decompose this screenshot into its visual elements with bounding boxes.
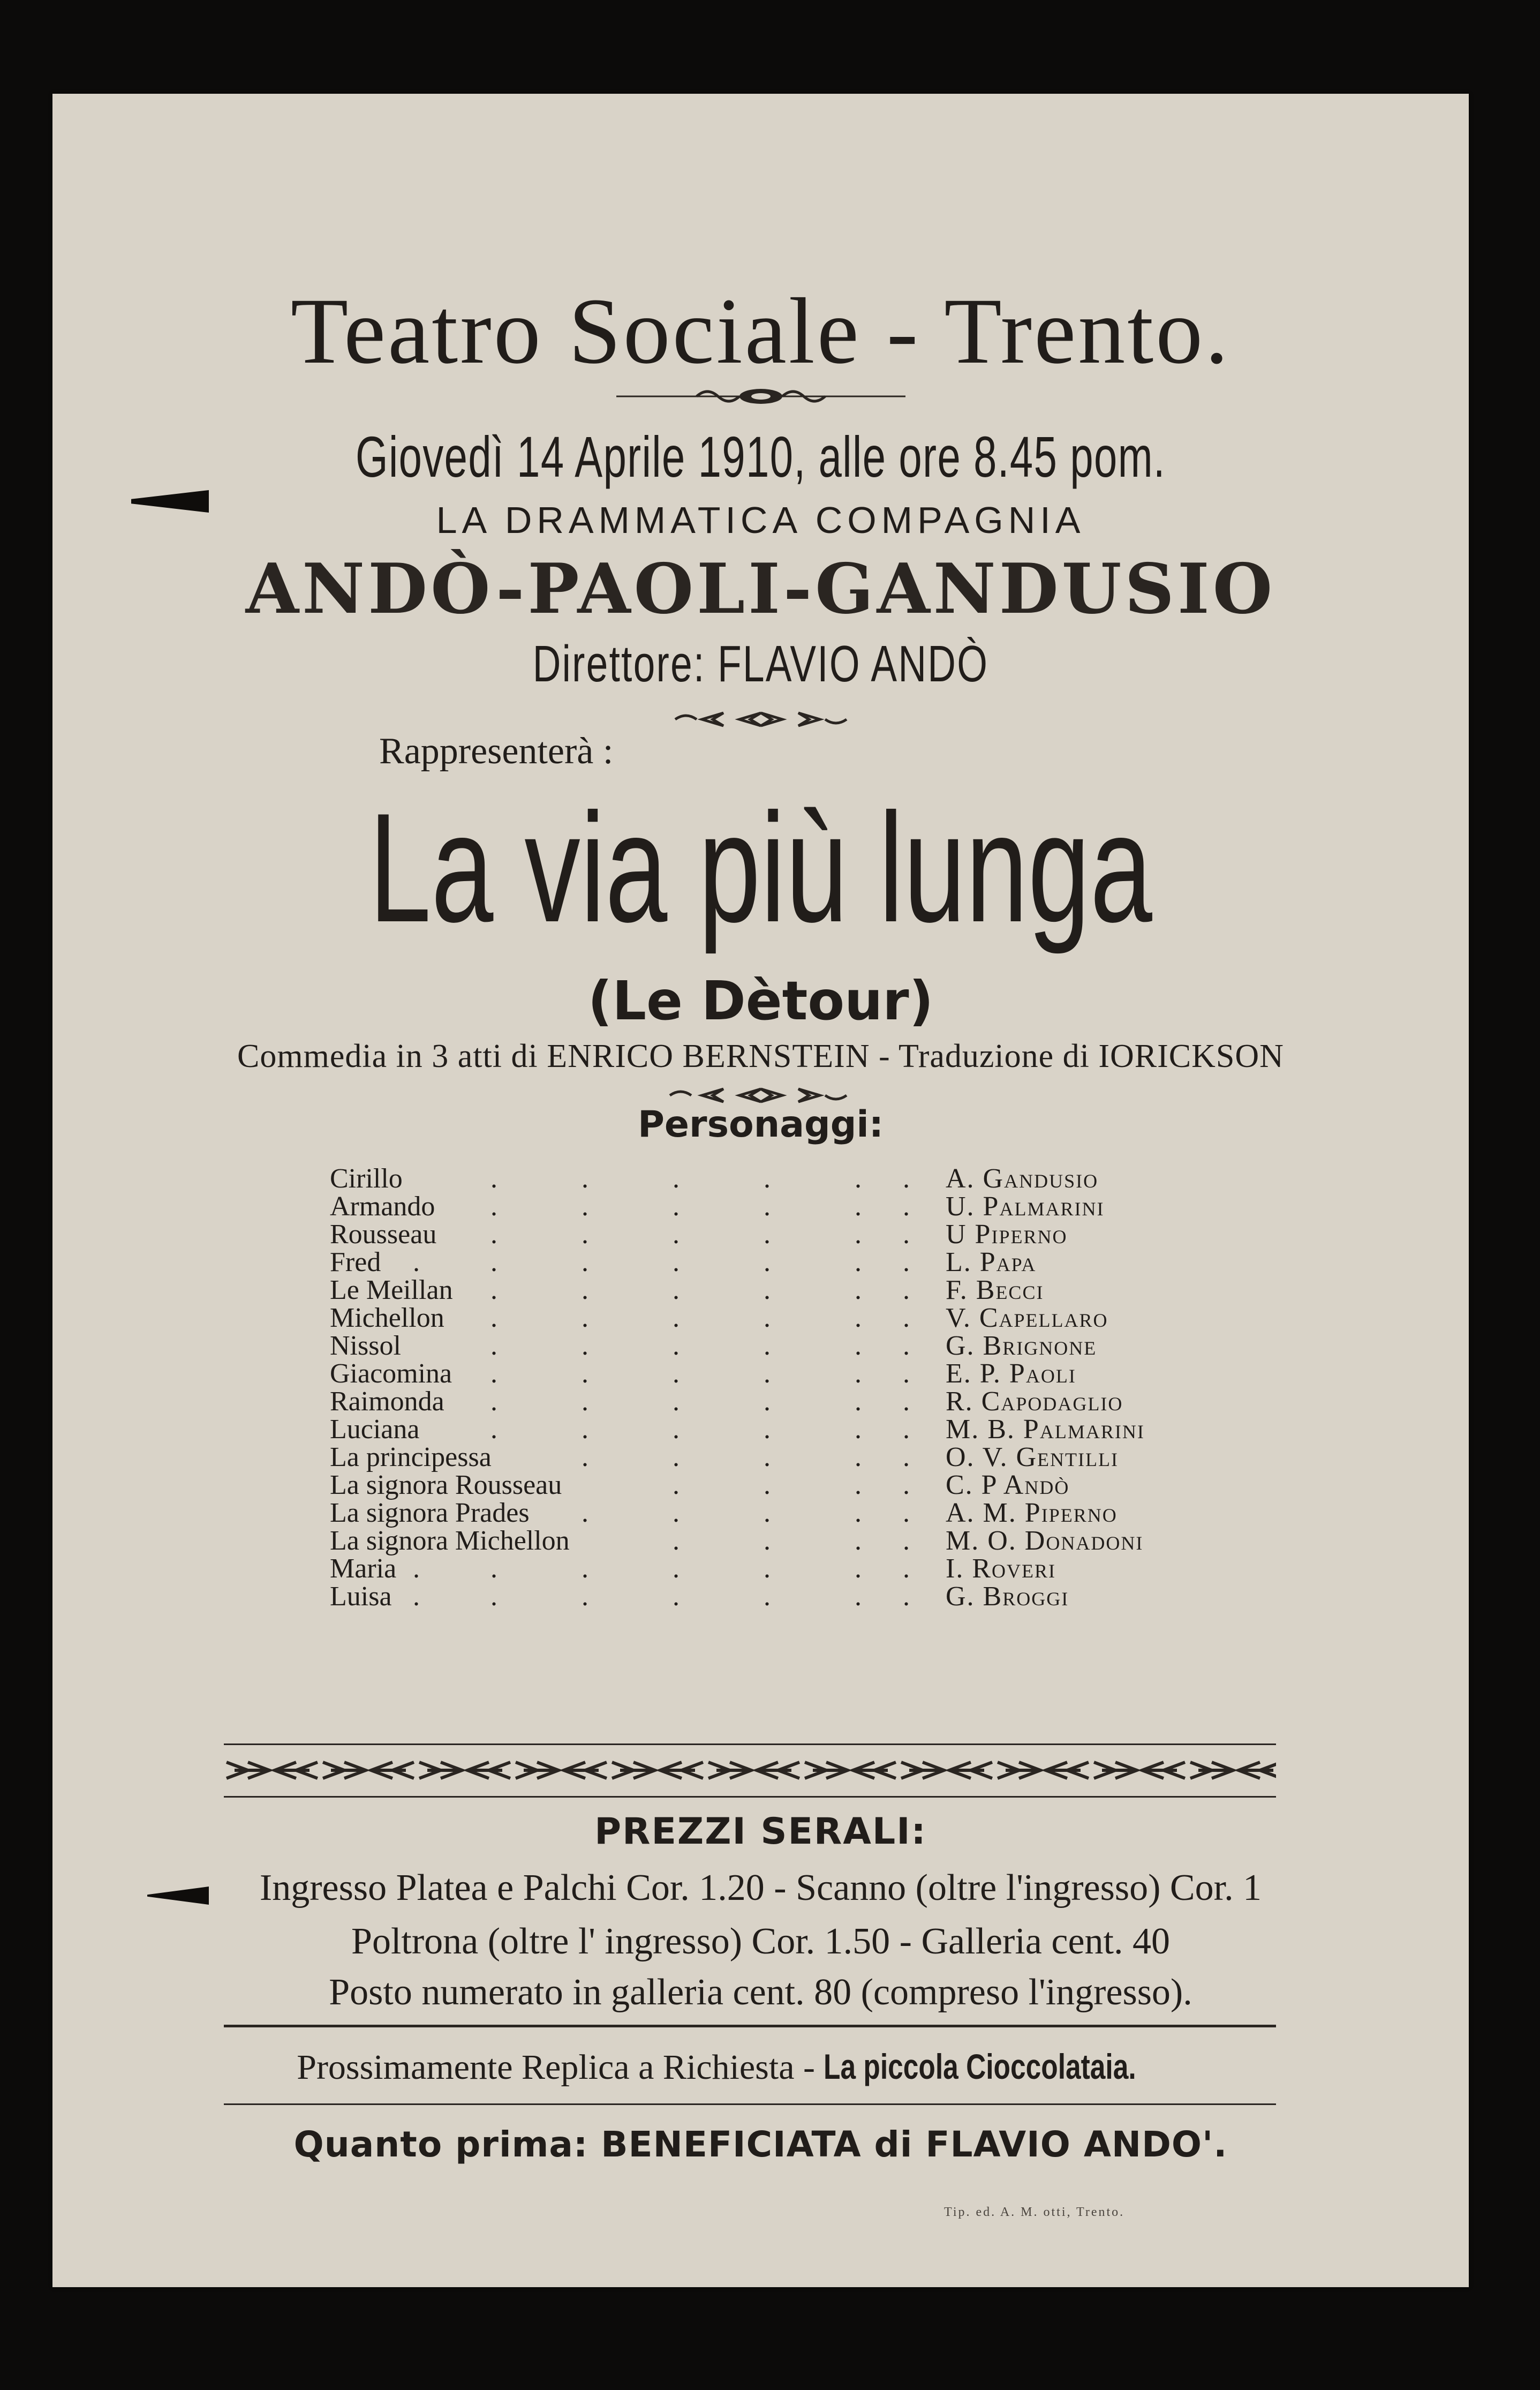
leader-dot: . <box>764 1358 771 1389</box>
leader-dot: . <box>764 1525 771 1556</box>
ornamental-border <box>224 1752 1276 1789</box>
arrow-ornament <box>660 1762 703 1778</box>
arrow-ornament <box>467 1762 510 1778</box>
leader-dot: . <box>764 1303 771 1333</box>
arrow-ornament <box>949 1762 992 1778</box>
character-name: Michellon <box>330 1303 444 1333</box>
leader-dot: . <box>490 1191 497 1222</box>
cast-row <box>330 1527 1262 1555</box>
leader-dot: . <box>673 1191 680 1222</box>
leader-dot: . <box>490 1331 497 1361</box>
actor-name: O. V. Gentilli <box>946 1442 1119 1472</box>
cast-heading: Personaggi: <box>638 1103 884 1146</box>
leader-dot: . <box>673 1303 680 1333</box>
leader-dot: . <box>582 1414 588 1445</box>
leader-dot: . <box>903 1219 910 1250</box>
actor-name: A. M. Piperno <box>946 1498 1118 1528</box>
leader-dot: . <box>764 1442 771 1472</box>
represents-label: Rappresenterà : <box>379 731 614 772</box>
leader-dot: . <box>855 1581 862 1612</box>
cast-row <box>330 1193 1262 1221</box>
next-show-line <box>52 2046 1469 2088</box>
character-name: Nissol <box>330 1331 401 1361</box>
arrow-ornament <box>1142 1762 1185 1778</box>
leader-dot: . <box>903 1247 910 1277</box>
actor-name: M. O. Donadoni <box>946 1525 1144 1556</box>
cast-row <box>330 1276 1262 1304</box>
leader-dot: . <box>413 1247 420 1277</box>
leader-dot: . <box>764 1331 771 1361</box>
actor-name: A. Gandusio <box>946 1163 1099 1194</box>
leader-dot: . <box>673 1553 680 1584</box>
price-line: Poltrona (oltre l' ingresso) Cor. 1.50 - Galleria cent. 40 <box>351 1921 1170 1962</box>
character-name: Raimonda <box>330 1386 444 1417</box>
leader-dot: . <box>855 1247 862 1277</box>
cast-row <box>330 1416 1262 1444</box>
actor-name: U. Palmarini <box>946 1191 1105 1222</box>
leader-dot: . <box>855 1498 862 1528</box>
play-title: La via più lunga <box>369 781 1152 955</box>
arrow-ornament <box>853 1762 896 1778</box>
leader-dot: . <box>673 1581 680 1612</box>
leader-dot: . <box>855 1163 862 1194</box>
cast-row <box>330 1388 1262 1416</box>
cast-row <box>330 1332 1262 1360</box>
cast-row <box>330 1249 1262 1276</box>
leader-dot: . <box>903 1163 910 1194</box>
company-label: LA DRAMMATICA COMPAGNIA <box>436 499 1085 541</box>
actor-name: L. Papa <box>946 1247 1037 1277</box>
leader-dot: . <box>582 1386 588 1417</box>
leader-dot: . <box>490 1303 497 1333</box>
leader-dot: . <box>764 1414 771 1445</box>
leader-dot: . <box>673 1442 680 1472</box>
arrow-ornament <box>901 1762 944 1778</box>
leader-dot: . <box>855 1219 862 1250</box>
leader-dot: . <box>855 1303 862 1333</box>
character-name: Giacomina <box>330 1358 452 1389</box>
actor-name: G. Brignone <box>946 1331 1097 1361</box>
leader-dot: . <box>764 1191 771 1222</box>
character-name: La principessa <box>330 1442 492 1472</box>
leader-dot: . <box>764 1498 771 1528</box>
leader-dot: . <box>673 1275 680 1305</box>
arrow-ornament <box>371 1762 414 1778</box>
next-show-prefix: Prossimamente Replica a Richiesta - <box>297 2048 824 2087</box>
leader-dot: . <box>903 1275 910 1305</box>
theatre-title: Teatro Sociale - Trento. <box>290 279 1231 384</box>
director-line: Direttore: FLAVIO ANDÒ <box>532 635 989 693</box>
arrow-ornament <box>805 1762 848 1778</box>
leader-dot: . <box>490 1219 497 1250</box>
cast-row <box>330 1221 1262 1249</box>
play-credits: Commedia in 3 atti di ENRICO BERNSTEIN - Traduzione di IORICKSON <box>237 1038 1284 1074</box>
leader-dot: . <box>490 1386 497 1417</box>
leader-dot: . <box>582 1303 588 1333</box>
next-show-title: La piccola Cioccolataia. <box>824 2047 1137 2086</box>
leader-dot: . <box>673 1386 680 1417</box>
leader-dot: . <box>855 1470 862 1500</box>
divider-rule <box>224 2025 1276 2027</box>
leader-dot: . <box>413 1553 420 1584</box>
leader-dot: . <box>903 1331 910 1361</box>
leader-dot: . <box>673 1498 680 1528</box>
upcoming-benefit: Quanto prima: BENEFICIATA di FLAVIO ANDO'. <box>293 2124 1228 2165</box>
leader-dot: . <box>855 1553 862 1584</box>
price-line: Posto numerato in galleria cent. 80 (compreso l'ingresso). <box>329 1972 1192 2013</box>
leader-dot: . <box>903 1303 910 1333</box>
leader-dot: . <box>855 1191 862 1222</box>
leader-dot: . <box>764 1553 771 1584</box>
leader-dot: . <box>673 1247 680 1277</box>
leader-dot: . <box>490 1358 497 1389</box>
leader-dot: . <box>903 1498 910 1528</box>
leader-dot: . <box>673 1358 680 1389</box>
leader-dot: . <box>490 1553 497 1584</box>
leader-dot: . <box>582 1163 588 1194</box>
leader-dot: . <box>673 1331 680 1361</box>
leader-dot: . <box>764 1219 771 1250</box>
leader-dot: . <box>582 1275 588 1305</box>
leader-dot: . <box>673 1470 680 1500</box>
character-name: Cirillo <box>330 1163 403 1194</box>
leader-dot: . <box>490 1247 497 1277</box>
leader-dot: . <box>582 1219 588 1250</box>
arrow-ornament <box>516 1762 558 1778</box>
arrow-ornament <box>323 1762 366 1778</box>
leader-dot: . <box>903 1191 910 1222</box>
leader-dot: . <box>764 1581 771 1612</box>
leader-dot: . <box>673 1414 680 1445</box>
cast-row <box>330 1165 1262 1193</box>
arrow-ornament <box>708 1762 751 1778</box>
leader-dot: . <box>764 1163 771 1194</box>
leader-dot: . <box>903 1553 910 1584</box>
leader-dot: . <box>855 1275 862 1305</box>
cast-row <box>330 1471 1262 1499</box>
arrow-ornament <box>757 1762 799 1778</box>
cast-row <box>330 1499 1262 1527</box>
character-name: Luciana <box>330 1414 420 1445</box>
leader-dot: . <box>855 1331 862 1361</box>
leader-dot: . <box>582 1498 588 1528</box>
leader-dot: . <box>903 1525 910 1556</box>
date-line: Giovedì 14 Aprile 1910, alle ore 8.45 pom. <box>356 424 1166 489</box>
divider-rule <box>224 1796 1276 1798</box>
leader-dot: . <box>855 1386 862 1417</box>
character-name: La signora Rousseau <box>330 1470 562 1500</box>
ornament-divider <box>52 709 1469 733</box>
divider-rule <box>224 1743 1276 1745</box>
actor-name: I. Roveri <box>946 1553 1056 1584</box>
cast-row <box>330 1304 1262 1332</box>
arrow-ornament <box>227 1762 269 1778</box>
character-name: Fred <box>330 1247 381 1277</box>
leader-dot: . <box>903 1386 910 1417</box>
leader-dot: . <box>490 1581 497 1612</box>
cast-row <box>330 1583 1262 1611</box>
arrow-ornament <box>1190 1762 1233 1778</box>
arrow-ornament <box>612 1762 655 1778</box>
printer-imprint: Tip. ed. A. M. otti, Trento. <box>944 2205 1125 2219</box>
arrow-ornament <box>275 1762 318 1778</box>
actor-name: R. Capodaglio <box>946 1386 1123 1417</box>
leader-dot: . <box>764 1247 771 1277</box>
price-line: Ingresso Platea e Palchi Cor. 1.20 - Scanno (oltre l'ingresso) Cor. 1 <box>259 1867 1262 1908</box>
playbill-sheet <box>52 94 1469 2287</box>
leader-dot: . <box>855 1358 862 1389</box>
leader-dot: . <box>582 1331 588 1361</box>
arrow-ornament <box>1046 1762 1089 1778</box>
leader-dot: . <box>855 1525 862 1556</box>
actor-name: M. B. Palmarini <box>946 1414 1145 1445</box>
actor-name: E. P. Paoli <box>946 1358 1076 1389</box>
character-name: Rousseau <box>330 1219 437 1250</box>
arrow-ornament <box>1239 1762 1276 1778</box>
leader-dot: . <box>582 1358 588 1389</box>
leader-dot: . <box>764 1275 771 1305</box>
cast-row <box>330 1360 1262 1388</box>
character-name: Maria <box>330 1553 397 1584</box>
leader-dot: . <box>764 1386 771 1417</box>
leader-dot: . <box>903 1470 910 1500</box>
actor-name: F. Becci <box>946 1275 1044 1305</box>
leader-dot: . <box>582 1247 588 1277</box>
character-name: La signora Prades <box>330 1498 530 1528</box>
leader-dot: . <box>673 1163 680 1194</box>
leader-dot: . <box>582 1442 588 1472</box>
character-name: Luisa <box>330 1581 392 1612</box>
cast-list <box>330 1165 1262 1611</box>
actor-name: G. Broggi <box>946 1581 1069 1612</box>
leader-dot: . <box>855 1442 862 1472</box>
arrow-ornament <box>564 1762 607 1778</box>
actor-name: V. Capellaro <box>946 1303 1108 1333</box>
actor-name: C. P Andò <box>946 1470 1070 1500</box>
leader-dot: . <box>903 1581 910 1612</box>
divider-rule <box>224 2103 1276 2105</box>
leader-dot: . <box>490 1414 497 1445</box>
cast-row <box>330 1444 1262 1471</box>
leader-dot: . <box>582 1191 588 1222</box>
prices-heading: PREZZI SERALI: <box>594 1810 927 1853</box>
leader-dot: . <box>490 1275 497 1305</box>
leader-dot: . <box>413 1581 420 1612</box>
leader-dot: . <box>855 1414 862 1445</box>
leader-dot: . <box>903 1358 910 1389</box>
actor-name: U Piperno <box>946 1219 1068 1250</box>
leader-dot: . <box>903 1414 910 1445</box>
leader-dot: . <box>673 1525 680 1556</box>
play-alternate-title: (Le Dètour) <box>587 969 934 1032</box>
leader-dot: . <box>764 1470 771 1500</box>
leader-dot: . <box>582 1553 588 1584</box>
character-name: La signora Michellon <box>330 1525 570 1556</box>
arrow-ornament <box>1094 1762 1137 1778</box>
arrow-ornament <box>419 1762 462 1778</box>
leader-dot: . <box>490 1163 497 1194</box>
leader-dot: . <box>903 1442 910 1472</box>
leader-dot: . <box>673 1219 680 1250</box>
character-name: Armando <box>330 1191 435 1222</box>
leader-dot: . <box>582 1581 588 1612</box>
arrow-ornament <box>998 1762 1040 1778</box>
character-name: Le Meillan <box>330 1275 453 1305</box>
cast-row <box>330 1555 1262 1583</box>
company-name: ANDÒ-PAOLI-GANDUSIO <box>245 549 1276 629</box>
ornament-divider <box>52 383 1469 412</box>
